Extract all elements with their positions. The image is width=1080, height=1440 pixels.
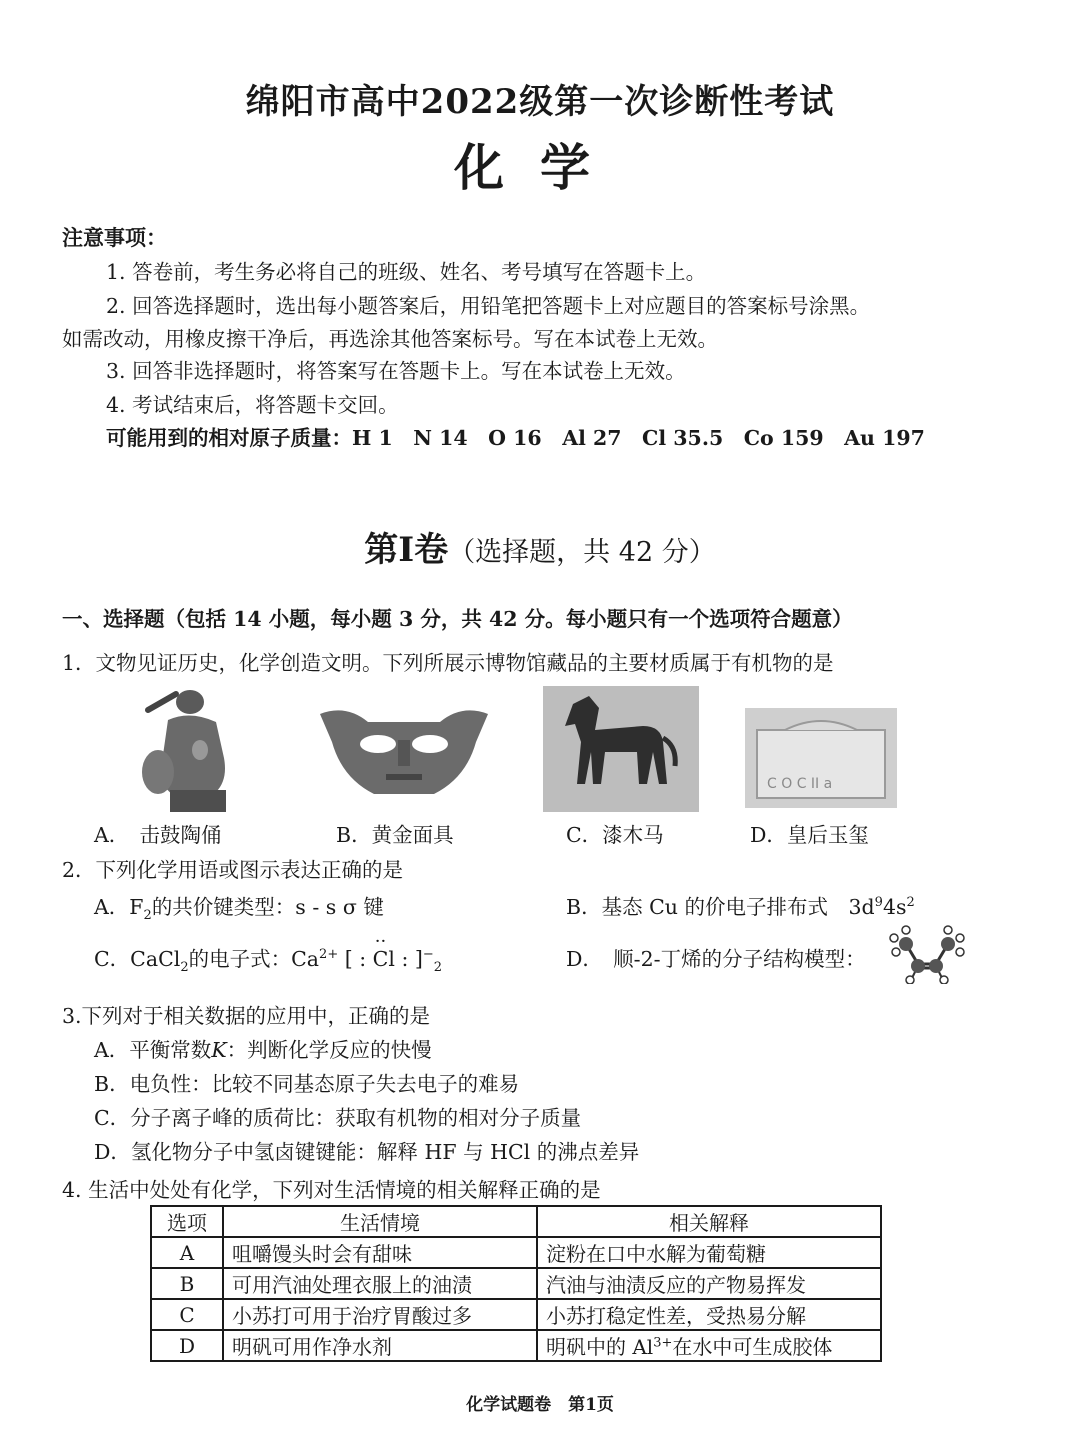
exam-title: 绵阳市高中2022级第一次诊断性考试 <box>245 82 835 122</box>
q3-option-d: D．氢化物分子中氢卤键键能：解释 HF 与 HCl 的沸点差异 <box>94 1140 640 1164</box>
table-cell: 明矾中的 $Al^{3+}$在水中可生成胶体 <box>537 1330 881 1361</box>
table-row <box>151 1330 881 1361</box>
q1-stem: 1．文物见证历史，化学创造文明。下列所展示博物馆藏品的主要材质属于有机物的是 <box>62 651 834 675</box>
table-cell: A <box>151 1237 223 1268</box>
table-row <box>151 1268 881 1299</box>
table-header: 选项 <box>151 1206 223 1237</box>
notice-item-3: 3. 回答非选择题时，将答案写在答题卡上。写在本试卷上无效。 <box>106 359 686 383</box>
q1-option-b: B．黄金面具 <box>336 823 454 847</box>
notice-item-1: 1. 答卷前，考生务必将自己的班级、姓名、考号填写在答题卡上。 <box>106 260 707 284</box>
q3-stem: 3.下列对于相关数据的应用中，正确的是 <box>62 1004 431 1028</box>
notice-item-4: 4. 考试结束后，将答题卡交回。 <box>106 393 399 417</box>
q3-option-c: C．分子离子峰的质荷比：获取有机物的相对分子质量 <box>94 1106 582 1130</box>
empress-jade-seal-image <box>745 708 897 808</box>
table-row <box>151 1299 881 1330</box>
q3-option-a: A．平衡常数K：判断化学反应的快慢 <box>94 1038 432 1062</box>
part-heading: 一、选择题（包括 14 小题，每小题 3 分，共 42 分。每小题只有一个选项符合题意） <box>62 607 853 631</box>
table-cell: 淀粉在口中水解为葡萄糖 <box>537 1237 881 1268</box>
notice-item-2: 2. 回答选择题时，选出每小题答案后，用铅笔把答题卡上对应题目的答案标号涂黑。 <box>106 294 871 318</box>
table-cell: 可用汽油处理衣服上的油渍 <box>223 1268 537 1299</box>
q1-option-d: D．皇后玉玺 <box>750 823 869 847</box>
table-cell: B <box>151 1268 223 1299</box>
atomic-masses: 可能用到的相对原子质量：H 1 N 14 O 16 Al 27 Cl 35.5 Co 159 Au 197 <box>106 426 925 450</box>
table-cell: 汽油与油渍反应的产物易挥发 <box>537 1268 881 1299</box>
table-header: 生活情境 <box>223 1206 537 1237</box>
table-cell: C <box>151 1299 223 1330</box>
q2-option-d: D． 顺-2-丁烯的分子结构模型： <box>566 947 866 971</box>
table-cell: 小苏打稳定性差，受热易分解 <box>537 1299 881 1330</box>
table-cell: D <box>151 1330 223 1361</box>
lacquer-horse-image <box>543 686 699 812</box>
section-heading <box>0 522 1080 571</box>
svg-text:C O C II a: C O C II a <box>767 776 833 792</box>
q1-option-a: A． 击鼓陶俑 <box>94 823 222 847</box>
electron-dots-top: ·· <box>374 931 387 952</box>
section-title: 第Ⅰ卷 <box>364 530 449 570</box>
notice-item-2-cont: 如需改动，用橡皮擦干净后，再选涂其他答案标号。写在本试卷上无效。 <box>62 327 718 351</box>
q1-option-c: C．漆木马 <box>566 823 664 847</box>
q2-stem: 2．下列化学用语或图示表达正确的是 <box>62 858 404 882</box>
q4-table <box>150 1205 882 1362</box>
notice-heading: 注意事项： <box>62 225 167 250</box>
section-paren: （选择题，共 42 分） <box>448 537 716 568</box>
table-cell: 明矾可用作净水剂 <box>223 1330 537 1361</box>
q2-option-c: C．CaCl$_2$的电子式：$Ca^{2+}$ ·· [ : Cl : ]$^-_2$ <box>94 931 443 976</box>
q2-option-b: B．基态 Cu 的价电子排布式 $3d^94s^2$ <box>566 895 915 919</box>
table-row <box>151 1237 881 1268</box>
gold-mask-image <box>316 700 492 800</box>
table-cell: 小苏打可用于治疗胃酸过多 <box>223 1299 537 1330</box>
subject-title: 化学 <box>454 138 626 197</box>
table-cell: 咀嚼馒头时会有甜味 <box>223 1237 537 1268</box>
q2-option-a: A．$F_2$的共价键类型：s - s σ 键 <box>94 895 384 924</box>
table-header-row <box>151 1206 881 1237</box>
drum-pottery-figure-image <box>128 680 248 815</box>
page-footer: 化学试题卷 第1页 <box>466 1395 614 1415</box>
table-header: 相关解释 <box>537 1206 881 1237</box>
q4-stem: 4. 生活中处处有化学，下列对生活情境的相关解释正确的是 <box>62 1178 601 1202</box>
q3-option-b: B．电负性：比较不同基态原子失去电子的难易 <box>94 1072 520 1096</box>
cis-2-butene-model-icon <box>884 924 968 984</box>
